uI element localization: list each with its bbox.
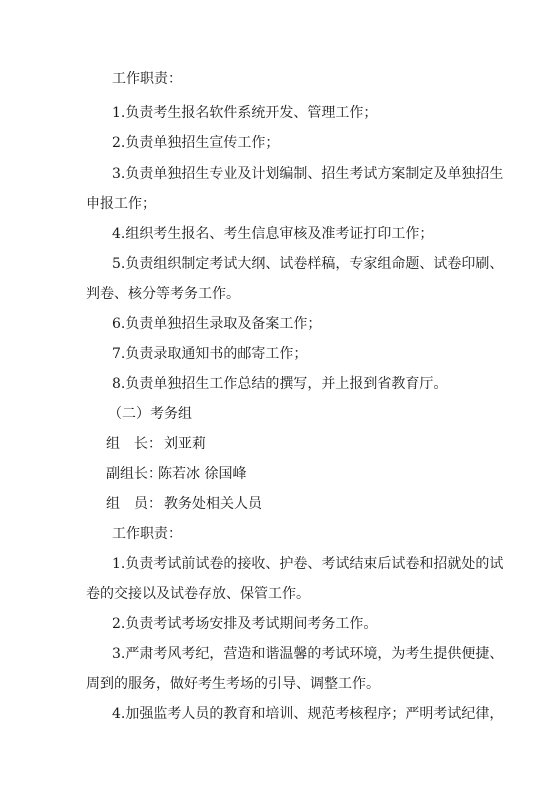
duty-item: 2.负责单独招生宣传工作； [112, 135, 280, 151]
duty-item: 4.加强监考人员的教育和培训、规范考核程序；严明考试纪律， [112, 706, 504, 722]
deputy-label: 副组长： [106, 466, 162, 482]
duty-item: 1.负责考试前试卷的接收、护卷、考试结束后试卷和招就处的试 [112, 556, 504, 572]
duty-item: 7.负责录取通知书的邮寄工作； [112, 346, 308, 362]
members-value: 教务处相关人员 [164, 496, 262, 512]
leader-name: 刘亚莉 [164, 436, 206, 452]
duty-item: 8.负责单独招生工作总结的撰写，并上报到省教育厅。 [112, 376, 448, 392]
deputy-names: 陈若冰 徐国峰 [158, 466, 247, 482]
duties-heading: 工作职责： [112, 526, 182, 542]
duty-item: 6.负责单独招生录取及备案工作； [112, 316, 322, 332]
duty-item: 5.负责组织制定考试大纲、试卷样稿，专家组命题、试卷印刷、 [112, 256, 504, 272]
section-title: （二）考务组 [108, 406, 192, 422]
duty-item: 2.负责考试考场安排及考试期间考务工作。 [112, 616, 378, 632]
duty-item: 3.严肃考风考纪，营造和谐温馨的考试环境，为考生提供便捷、 [112, 646, 504, 662]
leader-label: 组 长： [106, 436, 162, 452]
duty-item: 1.负责考生报名软件系统开发、管理工作； [112, 105, 378, 121]
duty-item-continuation: 判卷、核分等考务工作。 [86, 286, 240, 302]
duty-item-continuation: 卷的交接以及试卷存放、保管工作。 [86, 586, 310, 602]
duty-item: 3.负责单独招生专业及计划编制、招生考试方案制定及单独招生 [112, 166, 504, 182]
duties-heading: 工作职责： [112, 71, 182, 87]
members-label: 组 员： [106, 496, 162, 512]
duty-item: 4.组织考生报名、考生信息审核及准考证打印工作； [112, 226, 434, 242]
duty-item-continuation: 周到的服务，做好考生考场的引导、调整工作。 [86, 676, 380, 692]
duty-item-continuation: 申报工作； [86, 196, 156, 212]
